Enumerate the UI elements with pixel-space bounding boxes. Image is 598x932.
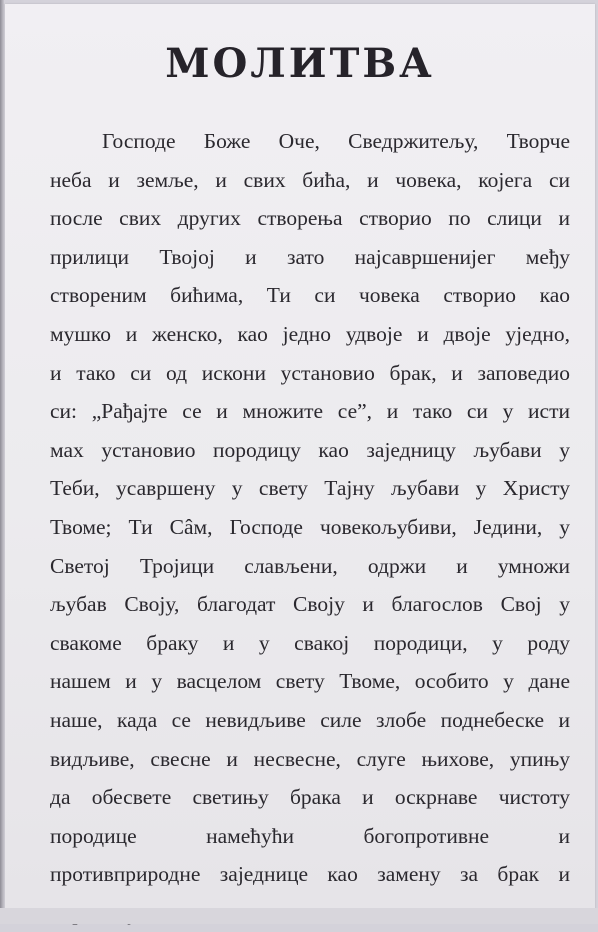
text-line: свакоме браку и у свакој породици, у роду xyxy=(50,630,570,655)
text-line: љубав Своју, благодат Своју и благослов Свој у xyxy=(50,592,570,617)
text-line: да обесвете светињу брака и оскрнаве чистоту xyxy=(50,785,570,810)
text-line: неба и земље, и свих бића, и човека, којега си xyxy=(50,167,570,192)
text-line: нашем и у васцелом свету Твоме, особито у дане xyxy=(50,669,570,694)
text-line: наше, када се невидљиве силе злобе поднебеске и xyxy=(50,707,570,732)
text-line: породице намећући богопротивне и xyxy=(50,823,570,848)
prayer-page xyxy=(5,4,595,910)
text-line: Теби, усавршену у свету Тајну љубави у Христу xyxy=(50,476,570,501)
page-bottom-strip xyxy=(0,908,598,924)
prayer-body xyxy=(50,122,570,932)
text-line: после свих других створења створио по слици и xyxy=(50,206,570,231)
text-line: створеним бићима, Ти си човека створио као xyxy=(50,283,570,308)
page-edge-shadow xyxy=(0,0,4,924)
text-line: Светој Тројици слављени, одржи и умножи xyxy=(50,553,570,578)
text-line: си: „Рађајте се и множите се”, и тако си у исти xyxy=(50,399,570,424)
page-title: МОЛИТВА xyxy=(165,40,435,87)
text-line: видљиве, свесне и несвесне, слуге њихове, упињу xyxy=(50,746,570,771)
text-line: и тако си од искони установио брак, и заповедио xyxy=(50,360,570,385)
text-line: прилици Твојој и зато најсавршенијег међу xyxy=(50,244,570,269)
text-line: Твоме; Ти Сâм, Господе човекољубиви, Једини, у xyxy=(50,514,570,539)
text-line: мушко и женско, као једно удвоје и двоје уједно, xyxy=(50,321,570,346)
text-line: мах установио породицу као заједницу љубави у xyxy=(50,437,570,462)
text-line: Господе Боже Оче, Сведржитељу, Творче xyxy=(102,129,570,153)
text-line: противприродне заједнице као замену за брак и xyxy=(50,862,570,887)
